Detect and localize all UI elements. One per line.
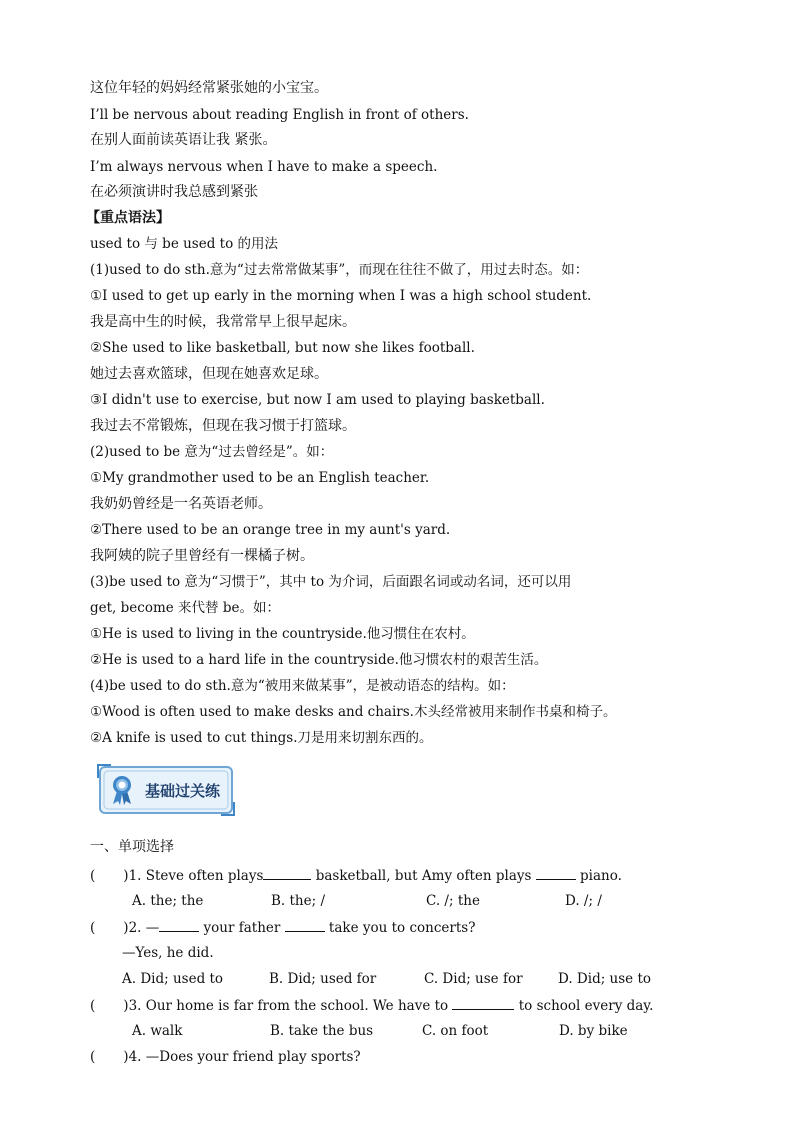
question-stem: — bbox=[145, 920, 160, 936]
option-b: B. take the bus bbox=[270, 1023, 374, 1039]
question-stem: piano. bbox=[575, 868, 622, 884]
question-number: 2. bbox=[128, 920, 142, 936]
fill-blank[interactable] bbox=[536, 866, 576, 880]
option-c: C. /; the bbox=[426, 893, 480, 909]
medal-icon bbox=[109, 774, 135, 806]
option-d: D. by bike bbox=[559, 1023, 628, 1039]
grammar-heading: 【重点语法】 bbox=[86, 210, 170, 226]
grammar-line: ①Wood is often used to make desks and chairs.木头经常被用来制作书桌和椅子。 bbox=[90, 704, 617, 720]
grammar-line: ①I used to get up early in the morning when I was a high school student. bbox=[90, 288, 592, 304]
question-stem: basketball, but Amy often plays bbox=[311, 868, 536, 884]
question-stem: Steve often plays bbox=[145, 868, 264, 884]
fill-blank[interactable] bbox=[263, 866, 311, 880]
grammar-line: ①My grandmother used to be an English teacher. bbox=[90, 470, 430, 486]
grammar-line: (2)used to be 意为“过去曾经是”。如： bbox=[90, 444, 334, 460]
grammar-line: ②He is used to a hard life in the countryside.他习惯农村的艰苦生活。 bbox=[90, 652, 548, 668]
grammar-line: ②She used to like basketball, but now she likes football. bbox=[90, 340, 475, 356]
option-c: C. on foot bbox=[422, 1023, 489, 1039]
question-number: 1. bbox=[128, 868, 142, 884]
paren-open: ( bbox=[90, 868, 96, 884]
paren-close: ) bbox=[123, 1049, 129, 1065]
question-stem: take you to concerts? bbox=[324, 920, 476, 936]
option-a: A. Did; used to bbox=[122, 971, 224, 987]
grammar-line: 我奶奶曾经是一名英语老师。 bbox=[90, 496, 272, 512]
question-stem: your father bbox=[199, 920, 285, 936]
paren-open: ( bbox=[90, 998, 96, 1014]
option-d: D. /; / bbox=[565, 893, 602, 909]
vocab-line-2: I’ll be nervous about reading English in front of others. bbox=[90, 107, 469, 123]
answer-line: —Yes, he did. bbox=[122, 945, 214, 961]
paren-open: ( bbox=[90, 1049, 96, 1065]
grammar-line: (1)used to do sth.意为“过去常常做某事”，而现在往往不做了，用过去时态。如： bbox=[90, 262, 589, 278]
question-1 bbox=[90, 866, 622, 885]
question-number: 4. bbox=[128, 1049, 142, 1065]
grammar-line: get, become 来代替 be。如： bbox=[90, 600, 280, 616]
vocab-line-4: I’m always nervous when I have to make a speech. bbox=[90, 159, 438, 175]
paren-close: ) bbox=[123, 920, 129, 936]
option-a: A. walk bbox=[132, 1023, 183, 1039]
grammar-line: (3)be used to 意为“习惯于”，其中 to 为介词，后面跟名词或动名词，还可以用 bbox=[90, 574, 572, 590]
badge-label: 基础过关练 bbox=[145, 782, 221, 800]
grammar-line: (4)be used to do sth.意为“被用来做某事”，是被动语态的结构。如： bbox=[90, 678, 515, 694]
option-c: C. Did; use for bbox=[424, 971, 523, 987]
section-badge bbox=[97, 764, 235, 816]
fill-blank[interactable] bbox=[159, 918, 199, 932]
question-number: 3. bbox=[128, 998, 142, 1014]
fill-blank[interactable] bbox=[452, 996, 514, 1010]
grammar-line: 她过去喜欢篮球，但现在她喜欢足球。 bbox=[90, 366, 328, 382]
grammar-line: ③I didn't use to exercise, but now I am used to playing basketball. bbox=[90, 392, 545, 408]
vocab-line-3: 在别人面前读英语让我 紧张。 bbox=[90, 132, 277, 148]
option-d: D. Did; use to bbox=[558, 971, 652, 987]
question-3 bbox=[90, 996, 653, 1015]
grammar-title: used to 与 be used to 的用法 bbox=[90, 236, 278, 252]
question-stem: —Does your friend play sports? bbox=[145, 1049, 361, 1065]
option-b: B. Did; used for bbox=[269, 971, 377, 987]
grammar-line: ①He is used to living in the countryside.他习惯住在农村。 bbox=[90, 626, 475, 642]
grammar-line: 我阿姨的院子里曾经有一棵橘子树。 bbox=[90, 548, 314, 564]
question-4 bbox=[90, 1048, 361, 1066]
paren-close: ) bbox=[123, 868, 129, 884]
grammar-line: 我是高中生的时候，我常常早上很早起床。 bbox=[90, 314, 356, 330]
grammar-line: ②A knife is used to cut things.刀是用来切割东西的。 bbox=[90, 730, 433, 746]
grammar-line: 我过去不常锻炼，但现在我习惯于打篮球。 bbox=[90, 418, 356, 434]
option-a: A. the; the bbox=[132, 893, 204, 909]
vocab-line-5: 在必须演讲时我总感到紧张 bbox=[90, 184, 258, 200]
option-b: B. the; / bbox=[271, 893, 325, 909]
fill-blank[interactable] bbox=[285, 918, 325, 932]
grammar-line: ②There used to be an orange tree in my aunt's yard. bbox=[90, 522, 451, 538]
paren-close: ) bbox=[123, 998, 129, 1014]
question-2 bbox=[90, 918, 475, 937]
question-stem: Our home is far from the school. We have to bbox=[145, 998, 453, 1014]
question-stem: to school every day. bbox=[514, 998, 654, 1014]
exercise-section-title: 一、单项选择 bbox=[90, 839, 174, 855]
vocab-line-1: 这位年轻的妈妈经常紧张她的小宝宝。 bbox=[90, 80, 328, 96]
paren-open: ( bbox=[90, 920, 96, 936]
